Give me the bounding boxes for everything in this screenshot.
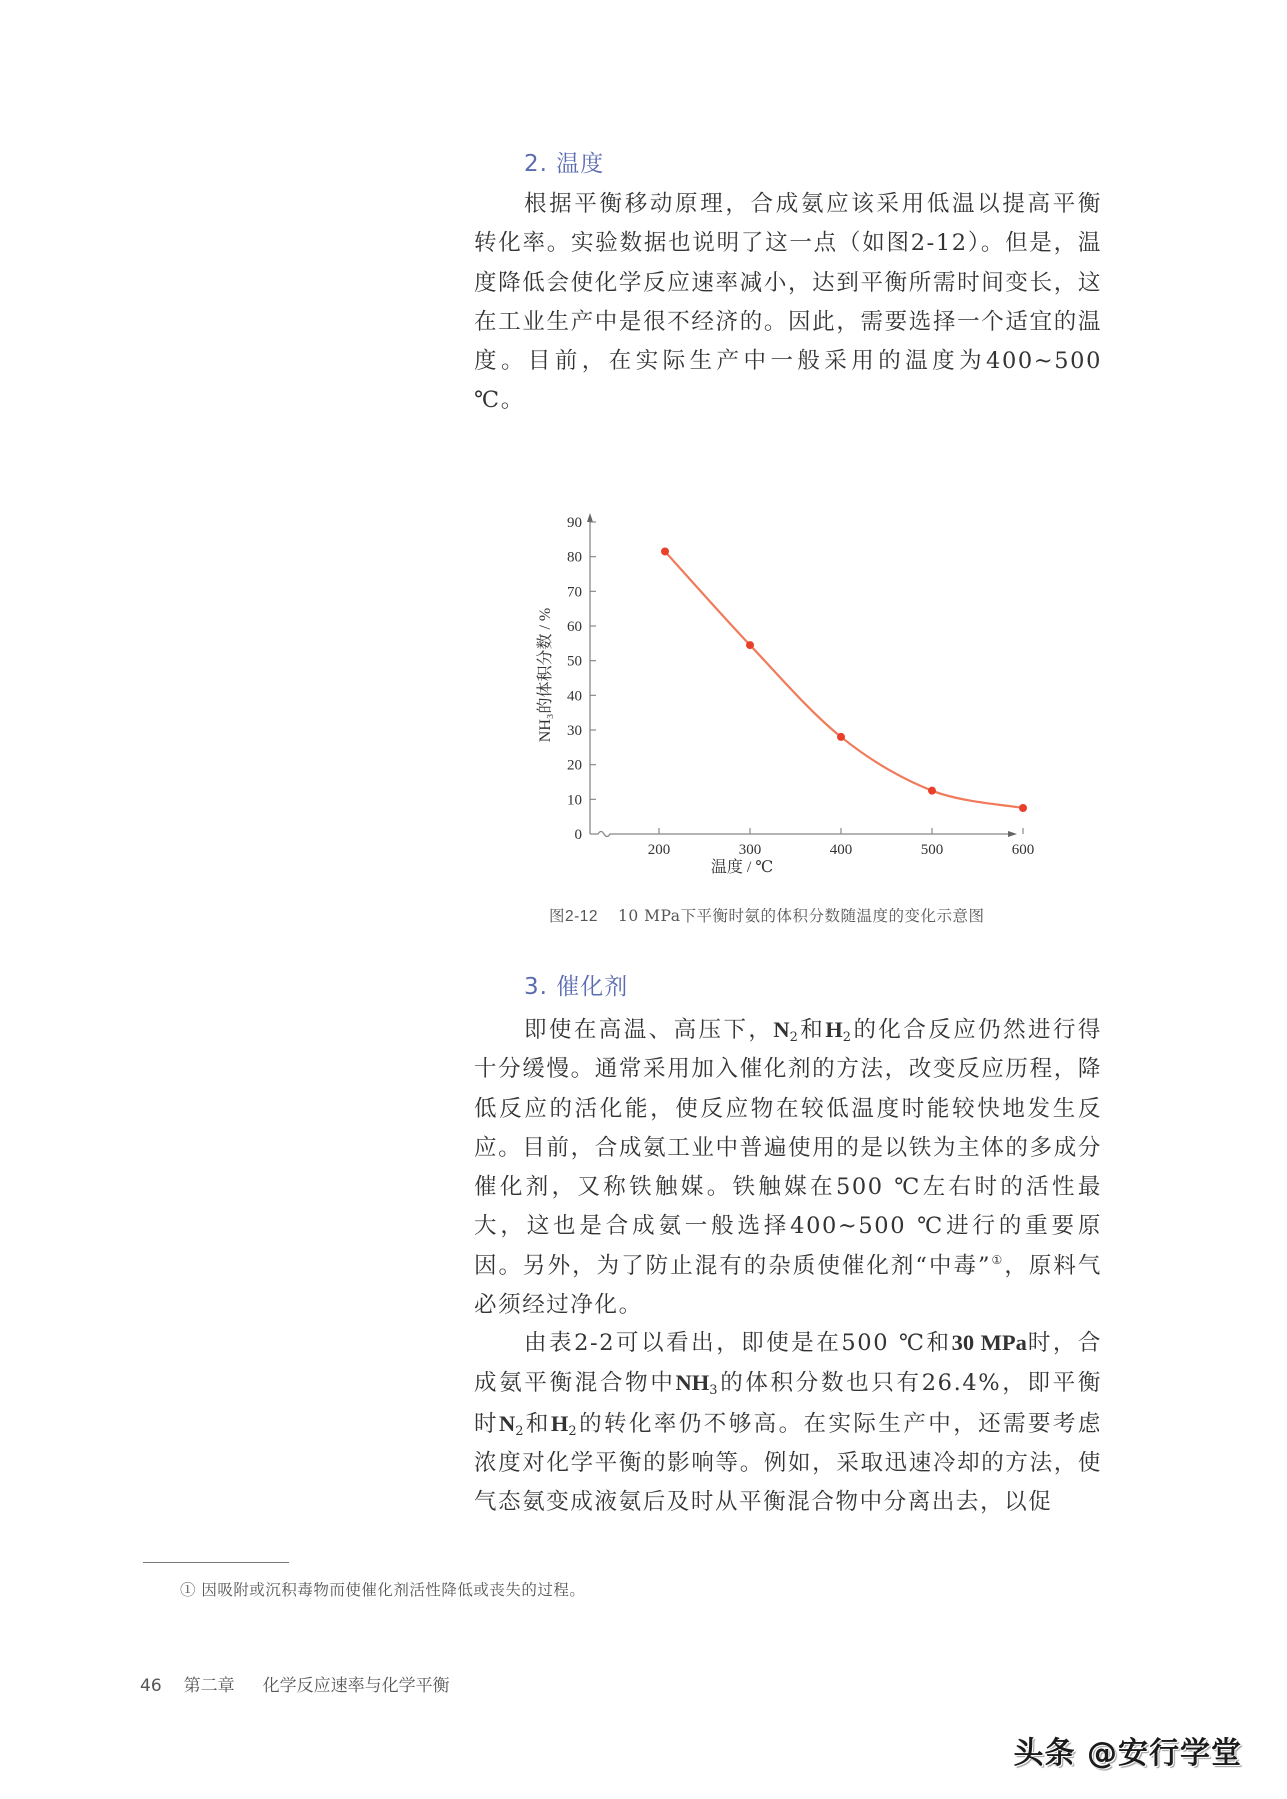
x-axis-ticks (648, 828, 1035, 858)
page-footer (140, 1671, 450, 1696)
section-heading-temperature: 2. 温度 (524, 151, 605, 177)
data-points (661, 547, 1027, 812)
data-curve (665, 551, 1023, 808)
data-point (1019, 804, 1027, 812)
y-tick-label: 50 (567, 653, 582, 670)
y-tick-label: 0 (574, 827, 582, 843)
y-tick-label: 60 (567, 619, 582, 635)
chapter-number: 第二章 (183, 1676, 235, 1696)
footnote: ① 因吸附或沉积毒物而使催化剂活性降低或丧失的过程。 (180, 1581, 586, 1599)
y-axis-ticks (567, 515, 596, 843)
line-chart (530, 480, 1070, 880)
section-catalyst-paragraph-1: 即使在高温、高压下，$N_2$和$H_2$的化合反应仍然进行得十分缓慢。通常采用加入催化剂的方法，改变反应历程，降低反应的活化能，使反应物在较低温度时能较快地发生反应。目前，合成氨工业中普遍使用的是以铁为主体的多成分催化剂，又称铁触媒。铁触媒在500 ℃左右时的活性最大，这也是合成氨一般选择400~500 ℃进行的重要原因。另外，为了防止混有的杂质使催化剂“中毒”①，原料气必须经过净化。 (474, 1017, 1102, 1319)
x-axis-label: 温度 / ℃ (710, 859, 774, 876)
section-heading-catalyst: 3. 催化剂 (524, 974, 629, 1000)
data-point (837, 733, 845, 741)
page-number: 46 (140, 1676, 162, 1696)
chart-axes (587, 513, 1017, 837)
y-tick-label: 10 (567, 792, 582, 809)
figure-caption-text: 10 MPa下平衡时氨的体积分数随温度的变化示意图 (618, 907, 985, 925)
footnote-reference[interactable]: ① (991, 1252, 1005, 1267)
chapter-title: 化学反应速率与化学平衡 (262, 1676, 450, 1696)
y-tick-label: 70 (567, 584, 582, 601)
y-tick-label: 40 (567, 688, 582, 705)
data-point (661, 547, 669, 555)
footnote-divider (143, 1562, 289, 1563)
x-tick-label: 200 (647, 842, 671, 858)
y-tick-label: 90 (567, 515, 582, 531)
data-point (928, 787, 936, 795)
x-tick-label: 300 (738, 842, 762, 858)
y-axis-label: NH₃的体积分数 / % (537, 607, 554, 743)
watermark: 头条 @安行学堂 (1013, 1736, 1242, 1771)
section-temperature-paragraph: 根据平衡移动原理，合成氨应该采用低温以提高平衡转化率。实验数据也说明了这一点（如图2-12）。但是，温度降低会使化学反应速率减小，达到平衡所需时间变长，这在工业生产中是很不经济的。因此，需要选择一个适宜的温度。目前，在实际生产中一般采用的温度为400~500 ℃。 (474, 191, 1102, 414)
y-tick-label: 30 (567, 723, 582, 739)
section-catalyst-paragraph-2: 由表2-2可以看出，即使是在500 ℃和30 MPa时，合成氨平衡混合物中$NH_3$的体积分数也只有26.4%，即平衡时$N_2$和$H_2$的转化率仍不够高。在实际生产中，还需要考虑浓度对化学平衡的影响等。例如，采取迅速冷却的方法，使气态氨变成液氨后及时从平衡混合物中分离出去，以促 (474, 1330, 1102, 1516)
x-tick-label: 500 (920, 842, 944, 858)
y-tick-label: 20 (567, 757, 582, 774)
figure-caption (549, 904, 1069, 926)
figure-number: 图2-12 (549, 908, 599, 925)
figure-2-12-chart (530, 480, 1070, 880)
y-tick-label: 80 (567, 549, 582, 566)
data-point (746, 641, 754, 649)
x-tick-label: 400 (829, 842, 853, 858)
x-tick-label: 600 (1011, 842, 1035, 858)
